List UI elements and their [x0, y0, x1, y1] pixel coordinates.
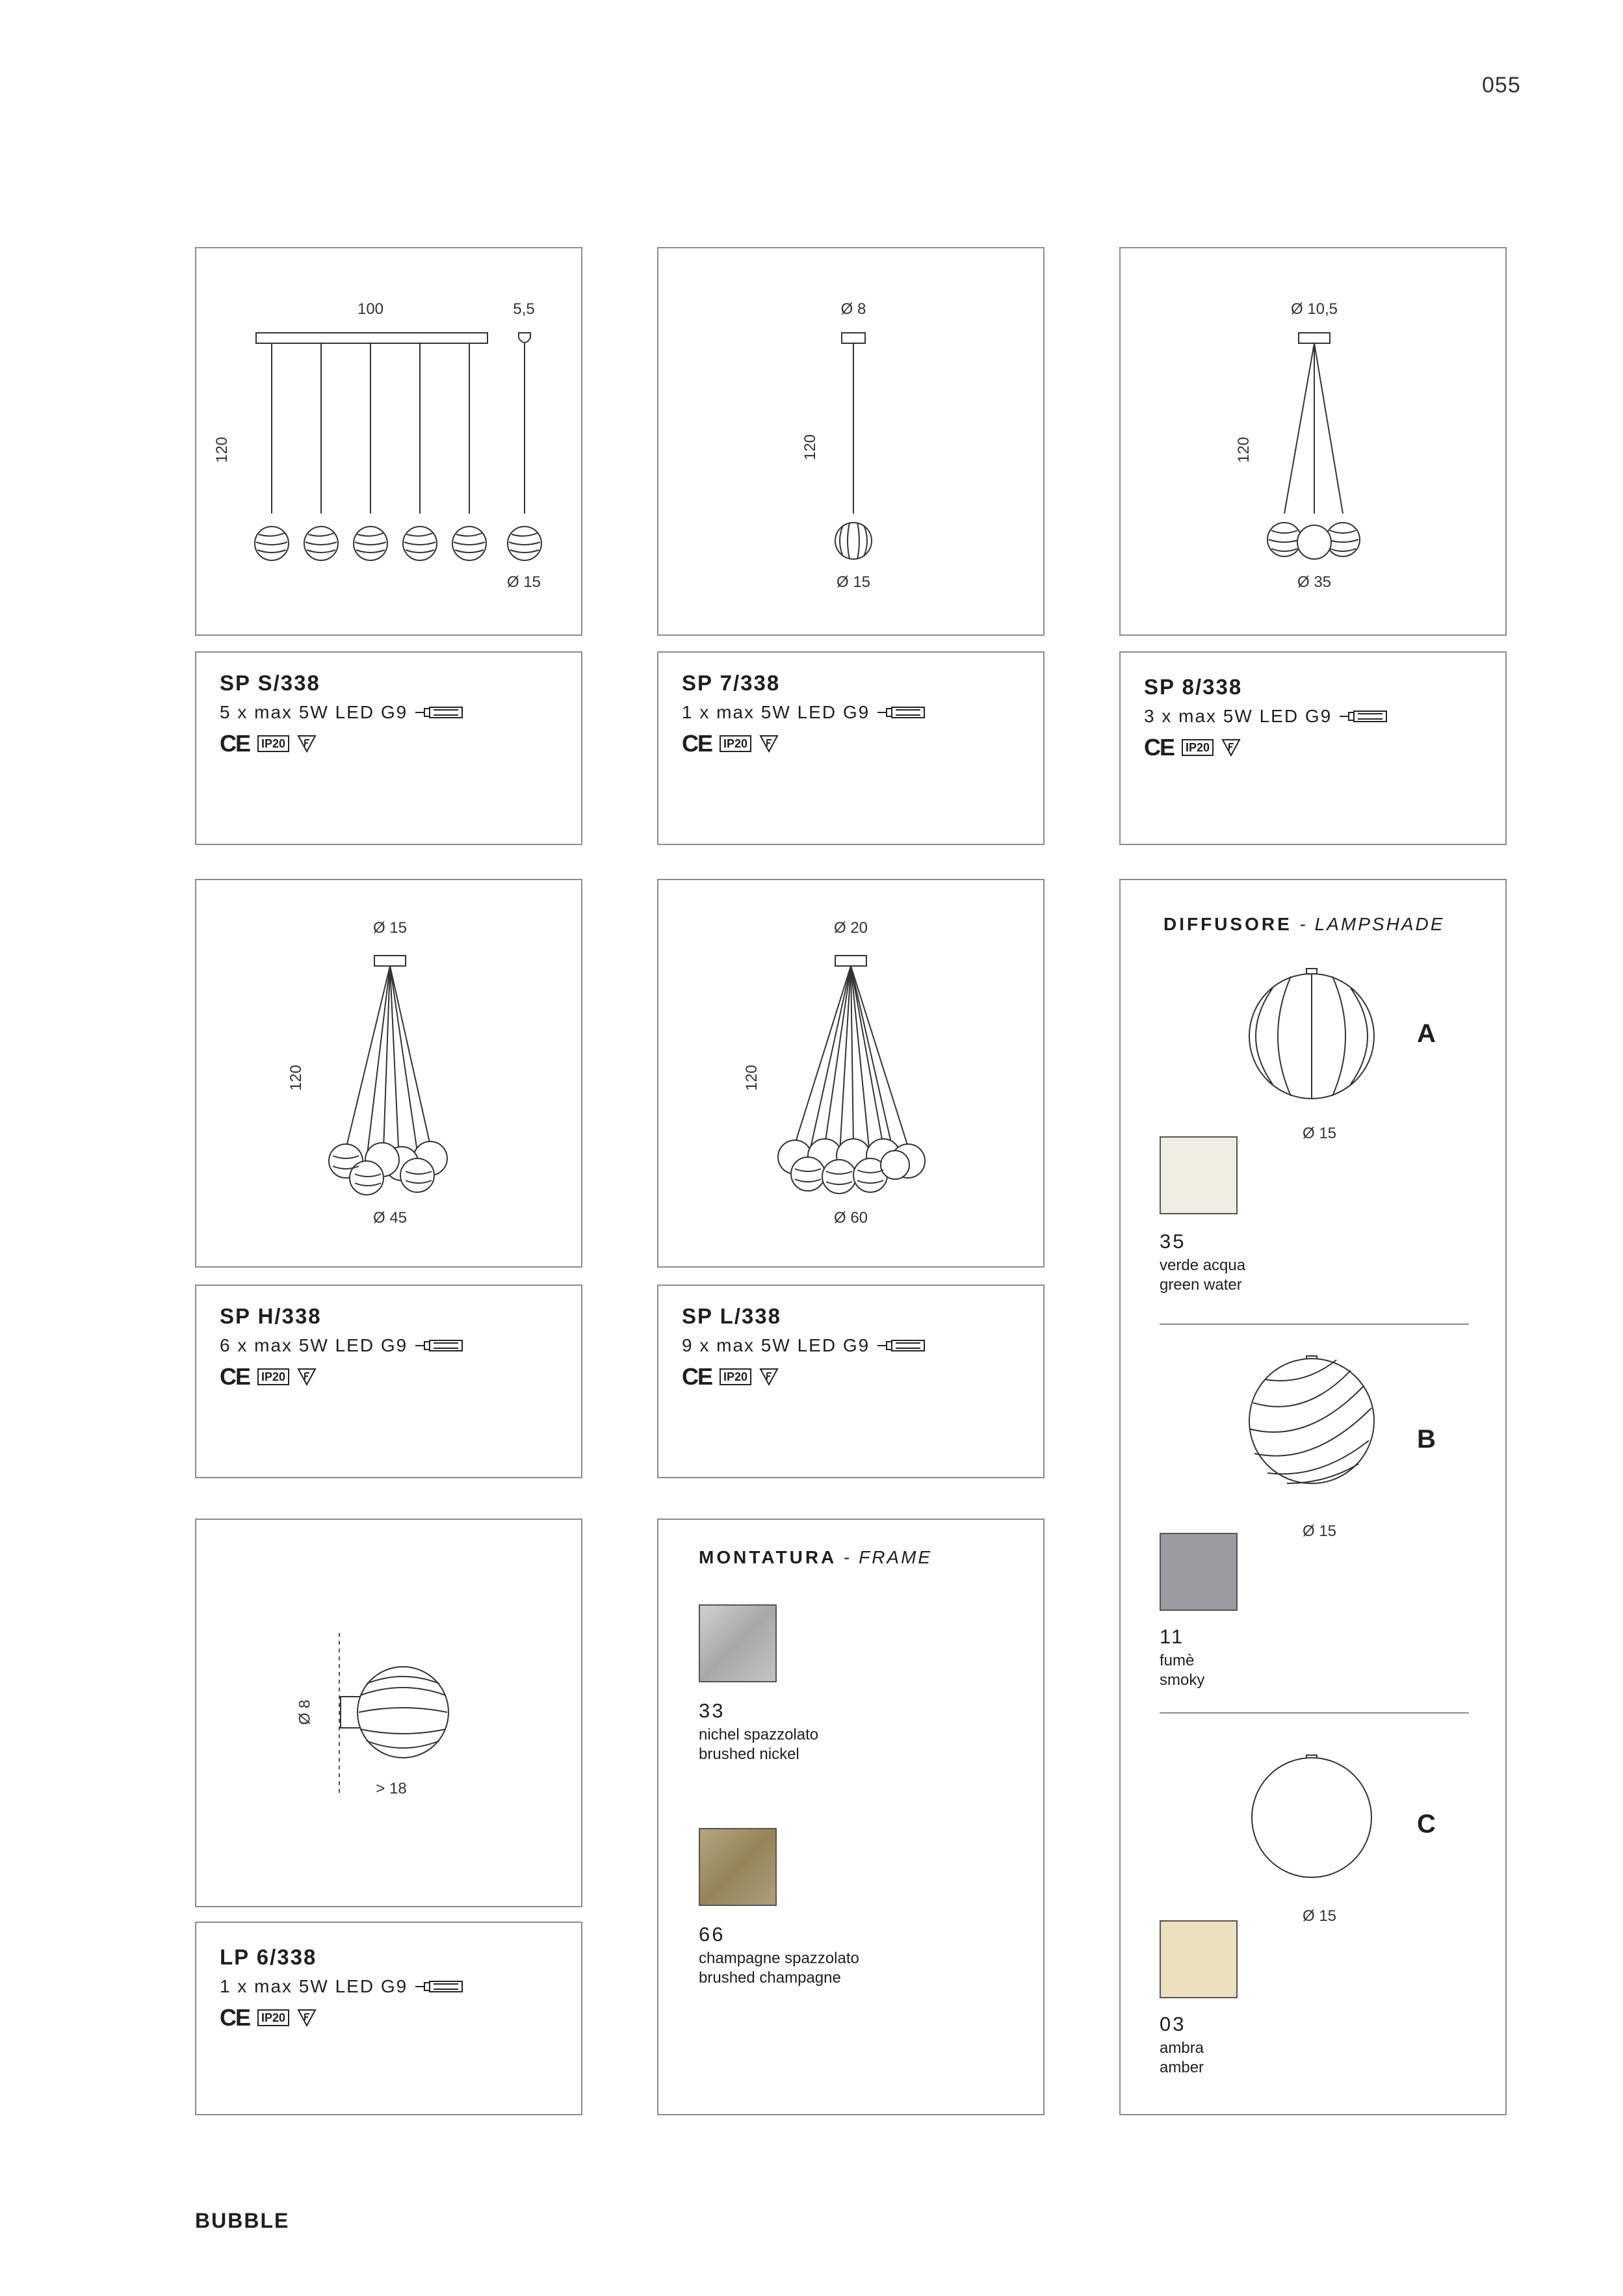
ip-rating: IP20 [257, 1368, 289, 1385]
shade-code: 11 [1160, 1625, 1185, 1648]
f-mark-icon [297, 2009, 317, 2027]
lampshade-diameter: Ø 15 [1302, 1907, 1337, 1925]
f-mark-icon [1221, 738, 1241, 757]
dim-globe: Ø 45 [372, 1209, 408, 1227]
dim-height: 120 [1235, 436, 1253, 463]
product-name: SP 7/338 [682, 671, 781, 695]
dim-globe: Ø 15 [836, 573, 871, 591]
swatch-amber [1160, 1920, 1238, 1998]
product-card-lp-6-338 [195, 1922, 582, 2115]
dim-height: 120 [801, 434, 820, 461]
swatch-brushed-nickel [699, 1604, 777, 1682]
g9-bulb-icon [414, 705, 466, 720]
dim-height: 120 [287, 1064, 305, 1091]
product-spec: 6 x max 5W LED G9 [220, 1335, 466, 1356]
pendant-drawing [1121, 248, 1508, 637]
dim-height: Ø 8 [296, 1699, 314, 1725]
lampshade-diameter: Ø 15 [1302, 1522, 1337, 1540]
lampshade-c-drawing [1121, 1753, 1508, 1922]
finish-name-en: brushed nickel [699, 1745, 799, 1763]
product-spec: 9 x max 5W LED G9 [682, 1335, 928, 1356]
product-spec: 1 x max 5W LED G9 [220, 1976, 466, 1997]
option-letter: A [1417, 1019, 1436, 1048]
ce-mark-icon: CE [1144, 734, 1175, 761]
ce-mark-icon: CE [220, 1363, 250, 1390]
dim-depth: > 18 [376, 1780, 407, 1797]
product-card-sp-h-338 [195, 1285, 582, 1478]
finish-name-it: champagne spazzolato [699, 1950, 859, 1967]
wall-lamp-drawing [196, 1520, 584, 1909]
dim-width: 100 [357, 300, 384, 318]
g9-bulb-icon [876, 705, 928, 720]
g9-bulb-icon [414, 1338, 466, 1353]
shade-name-it: ambra [1160, 2039, 1204, 2057]
drawing-sp-7-338 [657, 247, 1045, 636]
drawing-sp-l-338 [657, 879, 1045, 1268]
frame-title: MONTATURA - FRAME [699, 1547, 933, 1567]
finish-code: 33 [699, 1699, 725, 1722]
ip-rating: IP20 [720, 735, 751, 752]
option-letter: B [1417, 1425, 1436, 1454]
dim-height: 120 [743, 1064, 761, 1091]
ce-mark-icon: CE [220, 2004, 250, 2031]
ip-rating: IP20 [257, 735, 289, 752]
dim-canopy: Ø 8 [840, 300, 866, 318]
swatch-brushed-champagne [699, 1828, 777, 1906]
ce-mark-icon: CE [220, 730, 250, 757]
shade-name-it: verde acqua [1160, 1257, 1246, 1274]
shade-name-en: amber [1160, 2059, 1204, 2076]
swatch-green-water [1160, 1136, 1238, 1214]
dim-globe: Ø 35 [1297, 573, 1332, 591]
drawing-lp-6-338 [195, 1519, 582, 1907]
product-card-sp-l-338 [657, 1285, 1045, 1478]
finish-code: 66 [699, 1923, 725, 1946]
product-spec: 3 x max 5W LED G9 [1144, 706, 1390, 727]
finish-name-it: nichel spazzolato [699, 1726, 819, 1743]
certifications [220, 732, 317, 755]
g9-bulb-icon [1338, 709, 1390, 724]
lampshade-diameter: Ø 15 [1302, 1125, 1337, 1142]
dim-globe: Ø 60 [833, 1209, 868, 1227]
swatch-smoky [1160, 1533, 1238, 1611]
drawing-sp-h-338 [195, 879, 582, 1268]
product-spec: 5 x max 5W LED G9 [220, 702, 466, 723]
dim-height: 120 [213, 436, 231, 463]
product-card-sp-8-338 [1119, 651, 1507, 845]
dim-canopy: 5,5 [513, 300, 535, 318]
product-card-sp-s-338 [195, 651, 582, 845]
product-card-sp-7-338 [657, 651, 1045, 845]
g9-bulb-icon [876, 1338, 928, 1353]
product-name: SP S/338 [220, 671, 320, 695]
frame-finishes-panel [657, 1519, 1045, 2115]
f-mark-icon [759, 735, 779, 753]
drawing-sp-8-338 [1119, 247, 1507, 636]
dim-canopy: Ø 20 [833, 919, 868, 937]
certifications [682, 732, 779, 755]
certifications [682, 1365, 779, 1389]
product-name: SP 8/338 [1144, 675, 1243, 699]
lampshade-panel [1119, 879, 1507, 2115]
pendant-drawing [658, 880, 1046, 1269]
f-mark-icon [759, 1368, 779, 1386]
ip-rating: IP20 [1182, 739, 1214, 756]
f-mark-icon [297, 735, 317, 753]
ce-mark-icon: CE [682, 1363, 712, 1390]
pendant-drawing [196, 880, 584, 1269]
product-name: LP 6/338 [220, 1945, 317, 1969]
dim-canopy: Ø 10,5 [1290, 300, 1338, 318]
shade-name-it: fumè [1160, 1652, 1195, 1669]
shade-name-en: smoky [1160, 1671, 1205, 1689]
product-name: SP L/338 [682, 1304, 781, 1328]
lampshade-b-drawing [1121, 1353, 1508, 1535]
shade-name-en: green water [1160, 1276, 1242, 1294]
certifications [220, 2006, 317, 2029]
pendant-drawing [196, 248, 584, 637]
dim-globe: Ø 15 [506, 573, 541, 591]
shade-code: 03 [1160, 2013, 1186, 2035]
dim-canopy: Ø 15 [372, 919, 408, 937]
drawing-sp-s-338 [195, 247, 582, 636]
page-number: 055 [1482, 73, 1521, 98]
pendant-drawing [658, 248, 1046, 637]
certifications [220, 1365, 317, 1389]
ip-rating: IP20 [257, 2009, 289, 2026]
certifications [1144, 736, 1241, 759]
shade-code: 35 [1160, 1230, 1186, 1253]
collection-name: BUBBLE [195, 2209, 290, 2232]
ce-mark-icon: CE [682, 730, 712, 757]
option-letter: C [1417, 1810, 1436, 1838]
g9-bulb-icon [414, 1979, 466, 1994]
product-spec: 1 x max 5W LED G9 [682, 702, 928, 723]
divider [1160, 1712, 1469, 1714]
f-mark-icon [297, 1368, 317, 1386]
lampshade-title: DIFFUSORE - LAMPSHADE [1163, 914, 1445, 934]
finish-name-en: brushed champagne [699, 1969, 841, 1987]
ip-rating: IP20 [720, 1368, 751, 1385]
product-name: SP H/338 [220, 1304, 322, 1328]
divider [1160, 1324, 1469, 1325]
